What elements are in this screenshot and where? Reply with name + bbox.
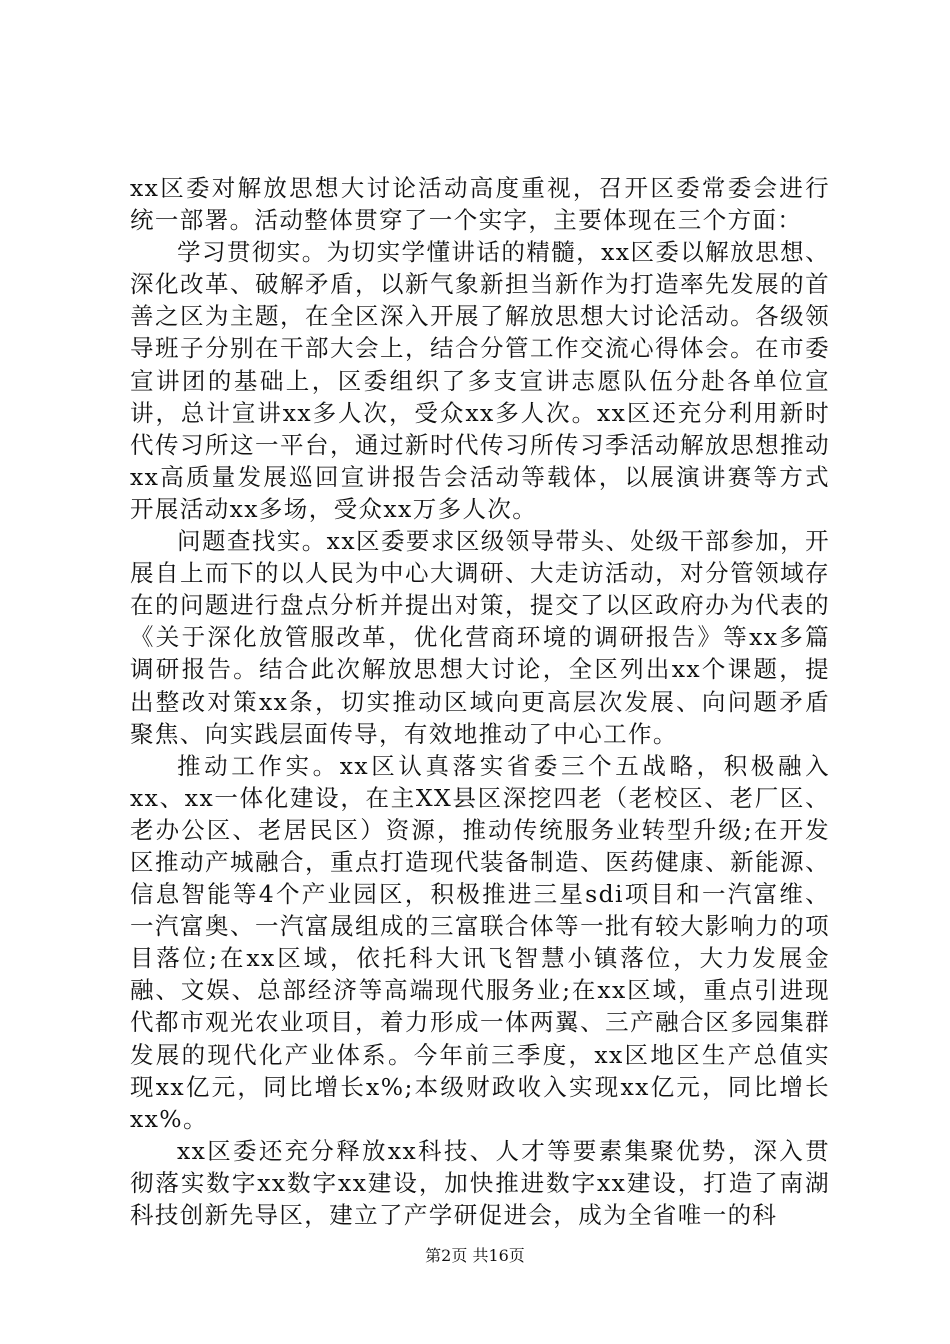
paragraph-work: 推动工作实。xx区认真落实省委三个五战略，积极融入xx、xx一体化建设，在主XX县区深挖四老（老校区、老厂区、老办公区、老居民区）资源，推动传统服务业转型升级;在开发区推动产城融合，重点打造现代装备制造、医药健康、新能源、信息智能等4个产业园区，积极推进三星sdi项目和一汽富维、一汽富奥、一汽富晟组成的三富联合体等一批有较大影响力的项目落位;在xx区域，依托科大讯飞智慧小镇落位，大力发展金融、文娱、总部经济等高端现代服务业;在xx区域，重点引进现代都市观光农业项目，着力形成一体两翼、三产融合区多园集群发展的现代化产业体系。今年前三季度，xx区地区生产总值实现xx亿元，同比增长x%;本级财政收入实现xx亿元，同比增长xx%。 bbox=[130, 751, 830, 1133]
page-number: 第2页 共16页 bbox=[425, 1246, 525, 1265]
paragraph-technology: xx区委还充分释放xx科技、人才等要素集聚优势，深入贯彻落实数字xx数字xx建设，加快推进数字xx建设，打造了南湖科技创新先导区，建立了产学研促进会，成为全省唯一的科 bbox=[130, 1136, 830, 1229]
paragraph-problems: 问题查找实。xx区委要求区级领导带头、处级干部参加，开展自上而下的以人民为中心大调研、大走访活动，对分管领域存在的问题进行盘点分析并提出对策，提交了以区政府办为代表的《关于深化放管服改革，优化营商环境的调研报告》等xx多篇调研报告。结合此次解放思想大讨论，全区列出xx个课题，提出整改对策xx条，切实推动区域向更高层次发展、向问题矛盾聚焦、向实践层面传导，有效地推动了中心工作。 bbox=[130, 527, 830, 748]
paragraph-intro: xx区委对解放思想大讨论活动高度重视，召开区委常委会进行统一部署。活动整体贯穿了一个实字，主要体现在三个方面： bbox=[130, 174, 830, 235]
paragraph-study: 学习贯彻实。为切实学懂讲话的精髓，xx区委以解放思想、深化改革、破解矛盾，以新气象新担当新作为打造率先发展的首善之区为主题，在全区深入开展了解放思想大讨论活动。各级领导班子分别在干部大会上，结合分管工作交流心得体会。在市委宣讲团的基础上，区委组织了多支宣讲志愿队伍分赴各单位宣讲，总计宣讲xx多人次，受众xx多人次。xx区还充分利用新时代传习所这一平台，通过新时代传习所传习季活动解放思想推动xx高质量发展巡回宣讲报告会活动等载体，以展演讲赛等方式开展活动xx多场，受众xx万多人次。 bbox=[130, 238, 830, 523]
document-body bbox=[130, 172, 830, 1231]
